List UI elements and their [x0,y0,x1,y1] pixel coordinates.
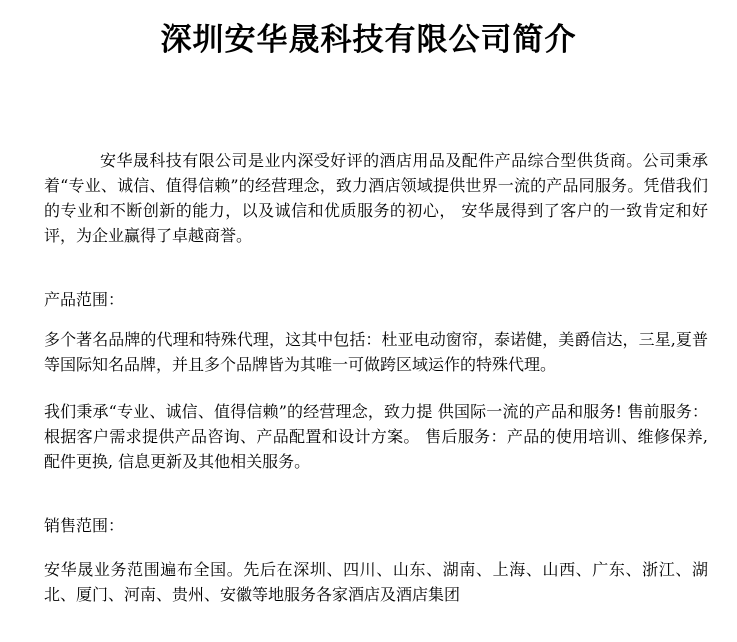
intro-paragraph: 安华晟科技有限公司是业内深受好评的酒店用品及配件产品综合型供货商。公司秉承着“专业、诚信、值得信赖”的经营理念，致力酒店领域提供世界一流的产品同服务。凭借我们的专业和不断创新的能力，以及诚信和优质服务的初心， 安华晟得到了客户的一致肯定和好评，为企业赢得了卓越商誉。 [44,151,708,245]
products-brands-block [44,327,708,377]
document-title: 深圳安华晟科技有限公司简介 [160,22,577,58]
products-heading-block [44,287,708,312]
intro-section [44,148,708,248]
sales-heading: 销售范围： [44,516,125,535]
products-brands-paragraph: 多个著名品牌的代理和特殊代理，这其中包括：杜亚电动窗帘，泰诺健，美爵信达，三星,夏普等国际知名品牌，并且多个品牌皆为其唯一可做跨区域运作的特殊代理。 [44,330,708,374]
products-heading: 产品范围： [44,290,125,309]
products-service-block [44,399,708,474]
products-service-paragraph: 我们秉承“专业、诚信、值得信赖”的经营理念，致力提 供国际一流的产品和服务! 售前服务：根据客户需求提供产品咨询、产品配置和设计方案。 售后服务：产品的使用培训、维修保养, 配件更换, 信息更新及其他相关服务。 [44,402,708,471]
sales-block [44,557,708,607]
sales-heading-block [44,513,708,538]
sales-paragraph: 安华晟业务范围遍布全国。先后在深圳、四川、山东、湖南、上海、山西、广东、浙江、湖北、厦门、河南、贵州、安徽等地服务各家酒店及酒店集团 [44,560,708,604]
